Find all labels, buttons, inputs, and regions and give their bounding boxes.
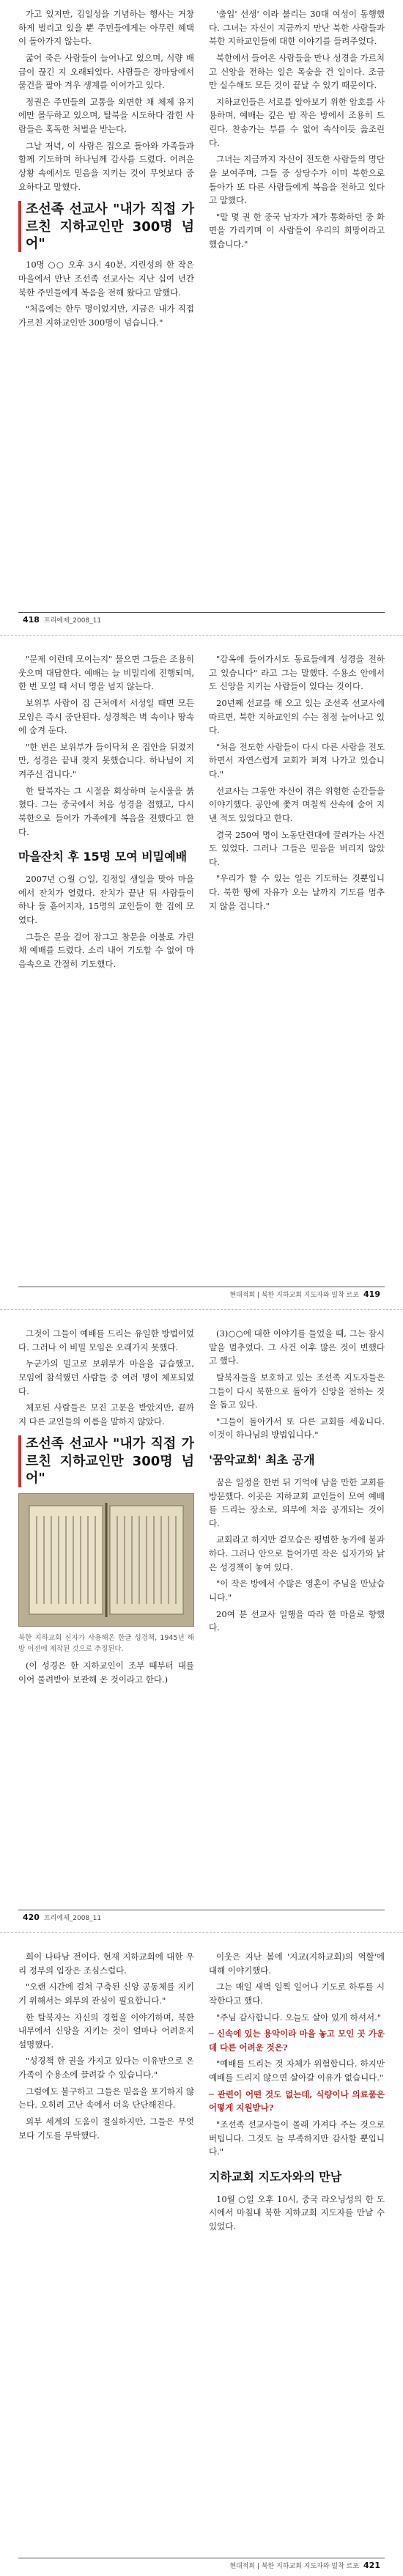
paragraph: 정권은 주민들의 고통을 외면한 채 체제 유지에만 몰두하고 있으며, 탈북을 시도하다 잡힌 사람들은 혹독한 처벌을 받는다. xyxy=(18,96,194,134)
paragraph: "문제 이런데 모이는지" 물으면 그들은 조용히 웃으며 대답한다. 예배는 늘 비밀리에 진행되며, 한 번 모일 때 서너 명을 넘지 않는다. xyxy=(18,654,194,692)
paragraph: "조선족 선교사들이 몰래 가져다 주는 것으로 버팁니다. 그것도 늘 부족하지만 감사할 뿐입니다." xyxy=(209,2119,385,2157)
page-418-column-left xyxy=(18,7,194,332)
paragraph: "처음에는 한두 명이었지만, 지금은 내가 직접 가르친 지하교인만 300명이 넘습니다." xyxy=(18,303,194,328)
paragraph: "말 몇 권 한 중국 남자가 제가 통화하던 중 화면을 가리키며 이 사람들이 우리의 희망이라고 했습니다." xyxy=(209,211,385,249)
page-419 xyxy=(0,645,403,1305)
paragraph: 꿈은 일정을 한번 뒤 기억에 남을 만한 교회를 방문했다. 이곳은 지하교회 교인들이 모여 예배를 드리는 장소로, 외부에 처음 공개되는 것이다. xyxy=(209,1476,385,1528)
page-421-column-right xyxy=(209,1950,385,2237)
paragraph: "이 작은 방에서 수많은 영혼이 주님을 만났습니다." xyxy=(209,1578,385,1602)
paragraph: 탈북자들을 보호하고 있는 조선족 지도자들은 그들이 다시 북한으로 돌아가 신앙을 전하는 것을 돕고 있다. xyxy=(209,1372,385,1410)
page-420 xyxy=(0,1320,403,1928)
paragraph: "주님 감사합니다. 오늘도 살아 있게 하셔서." xyxy=(216,2012,382,2023)
footer-label: 현대적회 | 북한 지하교회 지도자와 밀착 르포 xyxy=(229,2562,360,2570)
paragraph: 10명 ○○ 오후 3시 40분, 지린성의 한 작은 마을에서 만난 조선족 선교사는 지난 십여 년간 북한 주민들에게 복음을 전해 왔다고 말했다. xyxy=(18,260,194,298)
paragraph: 그날 저녁, 이 사람은 집으로 돌아와 가족들과 함께 기도하며 하나님께 감사를 드렸다. 어려운 상황 속에서도 믿음을 지키는 것이 무엇보다 중요하다고 말했다. xyxy=(18,140,194,192)
paragraph: 교회라고 하지만 겉모습은 평범한 농가에 불과하다. 그러나 안으로 들어가면 작은 십자가와 낡은 성경책이 놓여 있다. xyxy=(209,1534,385,1572)
paragraph: 그는 매일 새벽 일찍 일어나 기도로 하루를 시작한다고 했다. xyxy=(209,1981,385,2006)
page-420-column-right xyxy=(209,1327,385,1690)
paragraph: 그럼에도 불구하고 그들은 믿음을 포기하지 않는다. 오히려 고난 속에서 더욱 단단해진다. xyxy=(18,2086,194,2111)
paragraph: 20년째 선교를 해 오고 있는 조선족 선교사에 따르면, 북한 지하교인의 수는 점점 늘어나고 있다. xyxy=(209,697,385,736)
paragraph: 누군가의 밀고로 보위부가 마을을 급습했고, 모임에 참석했던 사람들 중 여러 명이 체포되었다. xyxy=(18,1358,194,1396)
paragraph: 선교사는 그동안 자신이 겪은 위험한 순간들을 이야기했다. 공안에 쫓겨 며칠씩 산속에 숨어 지낸 적도 있었다고 한다. xyxy=(209,785,385,823)
paragraph: 외부 세계의 도움이 절실하지만, 그들은 무엇보다 기도를 부탁했다. xyxy=(18,2116,194,2141)
page-divider xyxy=(0,1309,403,1319)
interview-question: ─ 신속에 있는 용악이라 마을 놓고 모인 곳 가운데 다른 어려운 것은? xyxy=(209,2028,385,2053)
section-headline: 조선족 선교사 "내가 직접 가르친 지하교인만 300명 넘어" xyxy=(18,1435,194,1487)
page-419-column-right xyxy=(209,652,385,974)
page-number: 418 xyxy=(23,614,40,625)
paragraph: 결국 250여 명이 노동단련대에 끌려가는 사건도 있었다. 그러나 그들은 믿음을 버리지 않았다. xyxy=(209,829,385,867)
old-bible-image xyxy=(19,1494,193,1626)
page-footer xyxy=(18,1910,385,1924)
paragraph: 체포된 사람들은 모진 고문을 받았지만, 끝까지 다른 교인들의 이름을 말하지 않았다. xyxy=(18,1402,194,1427)
paragraph: 한 탈북자는 그 시절을 회상하며 눈시울을 붉혔다. 그는 중국에서 처음 성경을 접했고, 다시 북한으로 들어가 가족에게 복음을 전했다고 한다. xyxy=(18,785,194,837)
page-footer xyxy=(18,612,385,626)
page-421-column-left xyxy=(18,1950,194,2237)
footer-label: 프리에제_2008_11 xyxy=(43,617,102,625)
interview-question: ─ 관련이 어떤 것도 없는데, 식량이나 의료품은 어떻게 지원받나? xyxy=(209,2089,385,2113)
footer-label: 현대적회 | 북한 지하교회 지도자와 밀착 르포 xyxy=(229,1291,360,1299)
section-subhead: 지하교회 지도자와의 만남 xyxy=(209,2169,342,2184)
paragraph: 이웃은 지난 봄에 '지교(지하교회)의 역할'에 대해 이야기했다. xyxy=(209,1951,385,1976)
page-number: 419 xyxy=(363,1289,380,1299)
paragraph: 보위부 사람이 집 근처에서 서성일 때면 모든 모임은 즉시 중단된다. 성경책은 벽 속이나 땅속에 숨겨 둔다. xyxy=(18,697,194,736)
page-number: 421 xyxy=(363,2560,380,2570)
paragraph: 가고 있지만, 김일성을 기념하는 행사는 거창하게 벌리고 있을 뿐 주민들에게는 아무런 혜택이 돌아가지 않는다. xyxy=(18,9,194,47)
page-footer xyxy=(18,2558,385,2572)
page-footer xyxy=(18,1287,385,1300)
page-divider xyxy=(0,635,403,644)
paragraph: "성경책 한 권을 가지고 있다는 이유만으로 온 가족이 수용소에 끌려갈 수 있습니다." xyxy=(18,2056,194,2080)
paragraph: 그들은 문을 걸어 잠그고 창문을 이불로 가린 채 예배를 드렸다. 소리 내어 기도할 수 없어 마음속으로 간절히 기도했다. xyxy=(18,931,194,969)
footer-label: 프리에제_2008_11 xyxy=(43,1914,102,1922)
paragraph: "한 번은 보위부가 들이닥쳐 온 집안을 뒤졌지만, 성경은 끝내 찾지 못했습니다. 하나님이 지켜주신 겁니다." xyxy=(18,741,194,779)
paragraph: "그들이 돌아가서 또 다른 교회를 세웁니다. 이것이 하나님의 방법입니다." xyxy=(209,1416,385,1440)
paragraph: 10월 ○일 오후 10시, 중국 라오닝성의 한 도시에서 마침내 북한 지하교회 지도자를 만날 수 있었다. xyxy=(209,2193,385,2231)
page-419-column-left xyxy=(18,652,194,974)
page-divider xyxy=(0,1932,403,1942)
section-subhead: 마을잔치 후 15명 모여 비밀예배 xyxy=(18,850,188,864)
bible-photo xyxy=(18,1493,194,1627)
paragraph: (이 성경은 한 지하교인이 조부 때부터 대를 이어 물려받아 보관해 온 것이라고 한다.) xyxy=(18,1660,194,1685)
paragraph: "우리가 할 수 있는 일은 기도하는 것뿐입니다. 북한 땅에 자유가 오는 날까지 기도를 멈추지 않을 겁니다." xyxy=(209,873,385,911)
page-421 xyxy=(0,1943,403,2576)
paragraph: 한 탈북자는 자신의 경험을 이야기하며, 북한 내부에서 신앙을 지키는 것이 얼마나 어려운지 설명했다. xyxy=(18,2012,194,2050)
paragraph: 지하교인들은 서로를 알아보기 위한 암호를 사용하며, 예배는 깊은 밤 작은 방에서 조용히 드린다. 찬송가는 부를 수 없어 속삭이듯 읊조린다. xyxy=(209,96,385,148)
paragraph: "처음 전도한 사람들이 다시 다른 사람을 전도하면서 자연스럽게 교회가 퍼져 나가고 있습니다." xyxy=(209,741,385,779)
page-number: 420 xyxy=(23,1912,40,1922)
paragraph: 그것이 그들이 예배를 드리는 유일한 방법이었다. 그러나 이 비밀 모임은 오래가지 못했다. xyxy=(18,1328,194,1353)
paragraph: 그녀는 지금까지 자신이 전도한 사람들의 명단을 보여주며, 그들 중 상당수가 이미 북한으로 돌아가 또 다른 사람들에게 복음을 전하고 있다고 말했다. xyxy=(209,154,385,206)
page-420-column-left xyxy=(18,1327,194,1690)
paragraph: 2007년 ○월 ○일, 김정일 생일을 맞아 마을에서 잔치가 열렸다. 잔치가 끝난 뒤 사람들이 하나 둘 흩어지자, 15명의 교인들이 한 집에 모였다. xyxy=(18,874,194,925)
paragraph: (3)○○에 대한 이야기를 들었을 때, 그는 잠시 말을 멈추었다. 그 사건 이후 많은 것이 변했다고 했다. xyxy=(209,1328,385,1366)
paragraph: "예배를 드리는 것 자체가 위험합니다. 하지만 예배를 드리지 않으면 살아갈 이유가 없습니다." xyxy=(209,2058,385,2083)
paragraph: 굶어 죽은 사람들이 늘어나고 있으며, 식량 배급이 끊긴 지 오래되었다. 사람들은 장마당에서 물건을 팔아 겨우 생계를 이어가고 있다. xyxy=(18,52,194,91)
section-headline: 조선족 선교사 "내가 직접 가르친 지하교인만 300명 넘어" xyxy=(18,201,194,252)
paragraph: 20여 분 선교사 일행을 따라 한 마을로 향했다. xyxy=(209,1608,385,1633)
page-418 xyxy=(0,0,403,630)
paragraph: "오랜 시간에 걸쳐 구축된 신앙 공동체를 지키기 위해서는 외부의 관심이 필요합니다." xyxy=(18,1981,194,2006)
paragraph: 북한에서 들어온 사람들을 만나 성경을 가르치고 신앙을 전하는 일은 목숨을 건 일이다. 조금만 실수해도 모든 것이 끝날 수 있기 때문이다. xyxy=(209,52,385,91)
section-subhead: '꿈악교회' 최초 공개 xyxy=(209,1453,315,1467)
paragraph: 회이 나타남 전이다. 현재 지하교회에 대한 우리 정부의 입장은 조심스럽다. xyxy=(18,1951,194,1976)
paragraph: "감옥에 들어가서도 동료들에게 성경을 전하고 있습니다" 라고 그는 말했다. 수용소 안에서도 신앙을 지키는 사람들이 있다는 것이다. xyxy=(209,654,385,692)
photo-caption: 북한 지하교회 신자가 사용해온 한글 성경책, 1945년 해방 이전에 제작된 것으로 추정된다. xyxy=(18,1633,194,1653)
page-418-column-right xyxy=(209,7,385,332)
paragraph: '출입' 선생' 이라 불리는 30대 여성이 동행했다. 그녀는 자신이 지금까지 만난 북한 사람들과 북한 지하교인들에 대한 이야기를 들려주었다. xyxy=(209,9,385,47)
